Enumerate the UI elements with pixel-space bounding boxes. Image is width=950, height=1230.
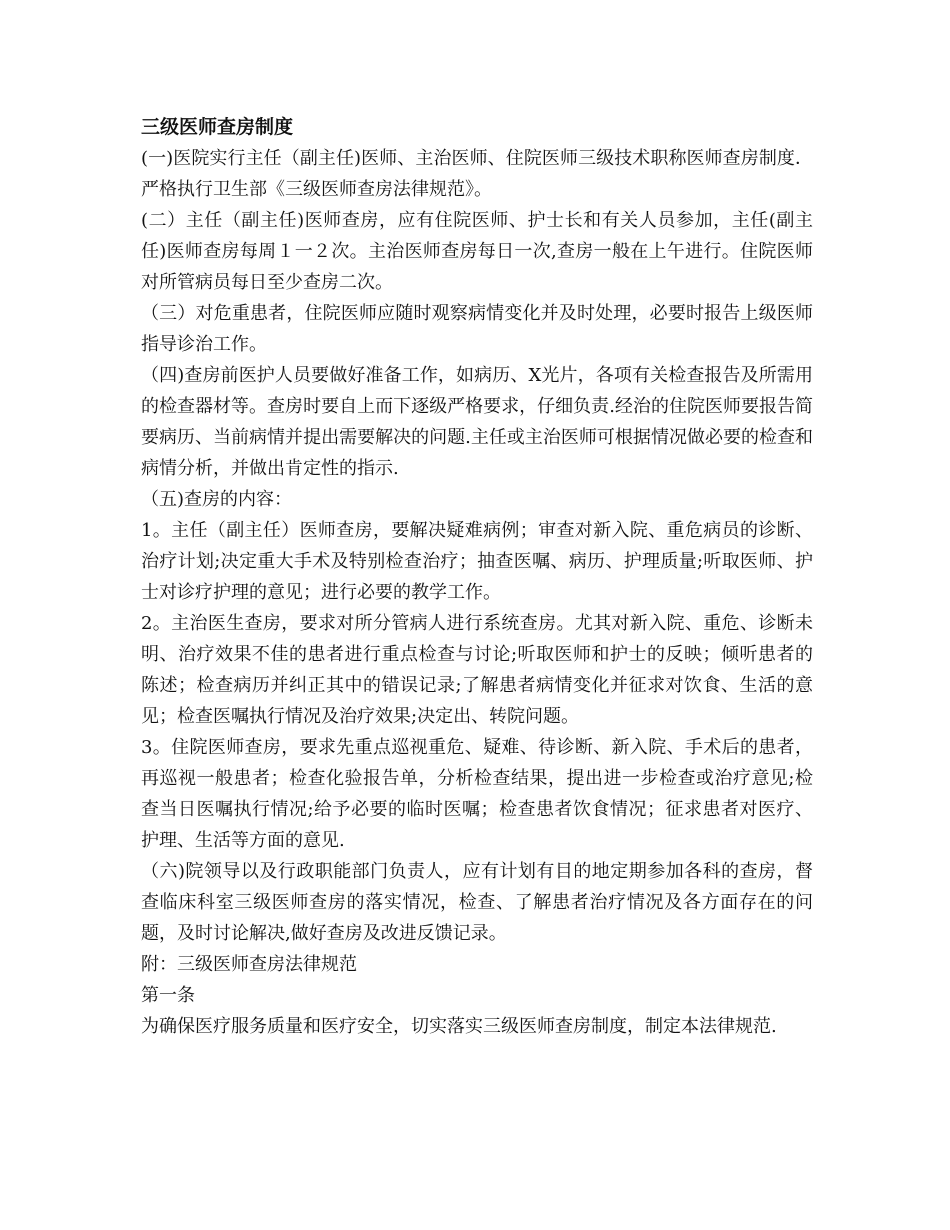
paragraph-5: （五)查房的内容：	[141, 489, 293, 510]
paragraph-3: （三）对危重患者，住院医师应随时观察病情变化并及时处理，必要时报告上级医师指导诊治工作。	[141, 303, 813, 355]
paragraph-11: 第一条	[141, 985, 195, 1006]
paragraph-6: 1。主任（副主任）医师查房，要解决疑难病例；审查对新入院、重危病员的诊断、治疗计划;决定重大手术及特别检查治疗；抽查医嘱、病历、护理质量;听取医师、护士对诊疗护理的意见；进行必要的教学工作。	[141, 520, 813, 603]
paragraph-10: 附：三级医师查房法律规范	[141, 954, 357, 975]
document-body	[141, 112, 813, 1042]
paragraph-4: （四)查房前医护人员要做好准备工作，如病历、X光片，各项有关检查报告及所需用的检查器材等。查房时要自上而下逐级严格要求，仔细负责.经治的住院医师要报告简要病历、当前病情并提出需要解决的问题.主任或主治医师可根据情况做必要的检查和病情分析，并做出肯定性的指示.	[141, 365, 813, 479]
paragraph-9: （六)院领导以及行政职能部门负责人，应有计划有目的地定期参加各科的查房，督查临床科室三级医师查房的落实情况，检查、了解患者治疗情况及各方面存在的问题，及时讨论解决,做好查房及改进反馈记录。	[141, 861, 813, 944]
paragraph-12: 为确保医疗服务质量和医疗安全，切实落实三级医师查房制度，制定本法律规范.	[141, 1016, 777, 1037]
paragraph-8: 3。住院医师查房，要求先重点巡视重危、疑难、待诊断、新入院、手术后的患者，再巡视一般患者；检查化验报告单，分析检查结果，提出进一步检查或治疗意见;检查当日医嘱执行情况;给予必要的临时医嘱；检查患者饮食情况；征求患者对医疗、护理、生活等方面的意见.	[141, 737, 813, 851]
paragraph-1: (一)医院实行主任（副主任)医师、主治医师、住院医师三级技术职称医师查房制度．严格执行卫生部《三级医师查房法律规范》。	[141, 148, 813, 200]
paragraph-7: 2。主治医生查房，要求对所分管病人进行系统查房。尤其对新入院、重危、诊断未明、治疗效果不佳的患者进行重点检查与讨论;听取医师和护士的反映；倾听患者的陈述；检查病历并纠正其中的错误记录;了解患者病情变化并征求对饮食、生活的意见；检查医嘱执行情况及治疗效果;决定出、转院问题。	[141, 613, 813, 727]
paragraph-2: (二）主任（副主任)医师查房，应有住院医师、护士长和有关人员参加，主任(副主任)医师查房每周１一２次。主治医师查房每日一次,查房一般在上午进行。住院医师对所管病员每日至少查房二次。	[141, 210, 813, 293]
document-title: 三级医师查房制度	[141, 116, 294, 138]
